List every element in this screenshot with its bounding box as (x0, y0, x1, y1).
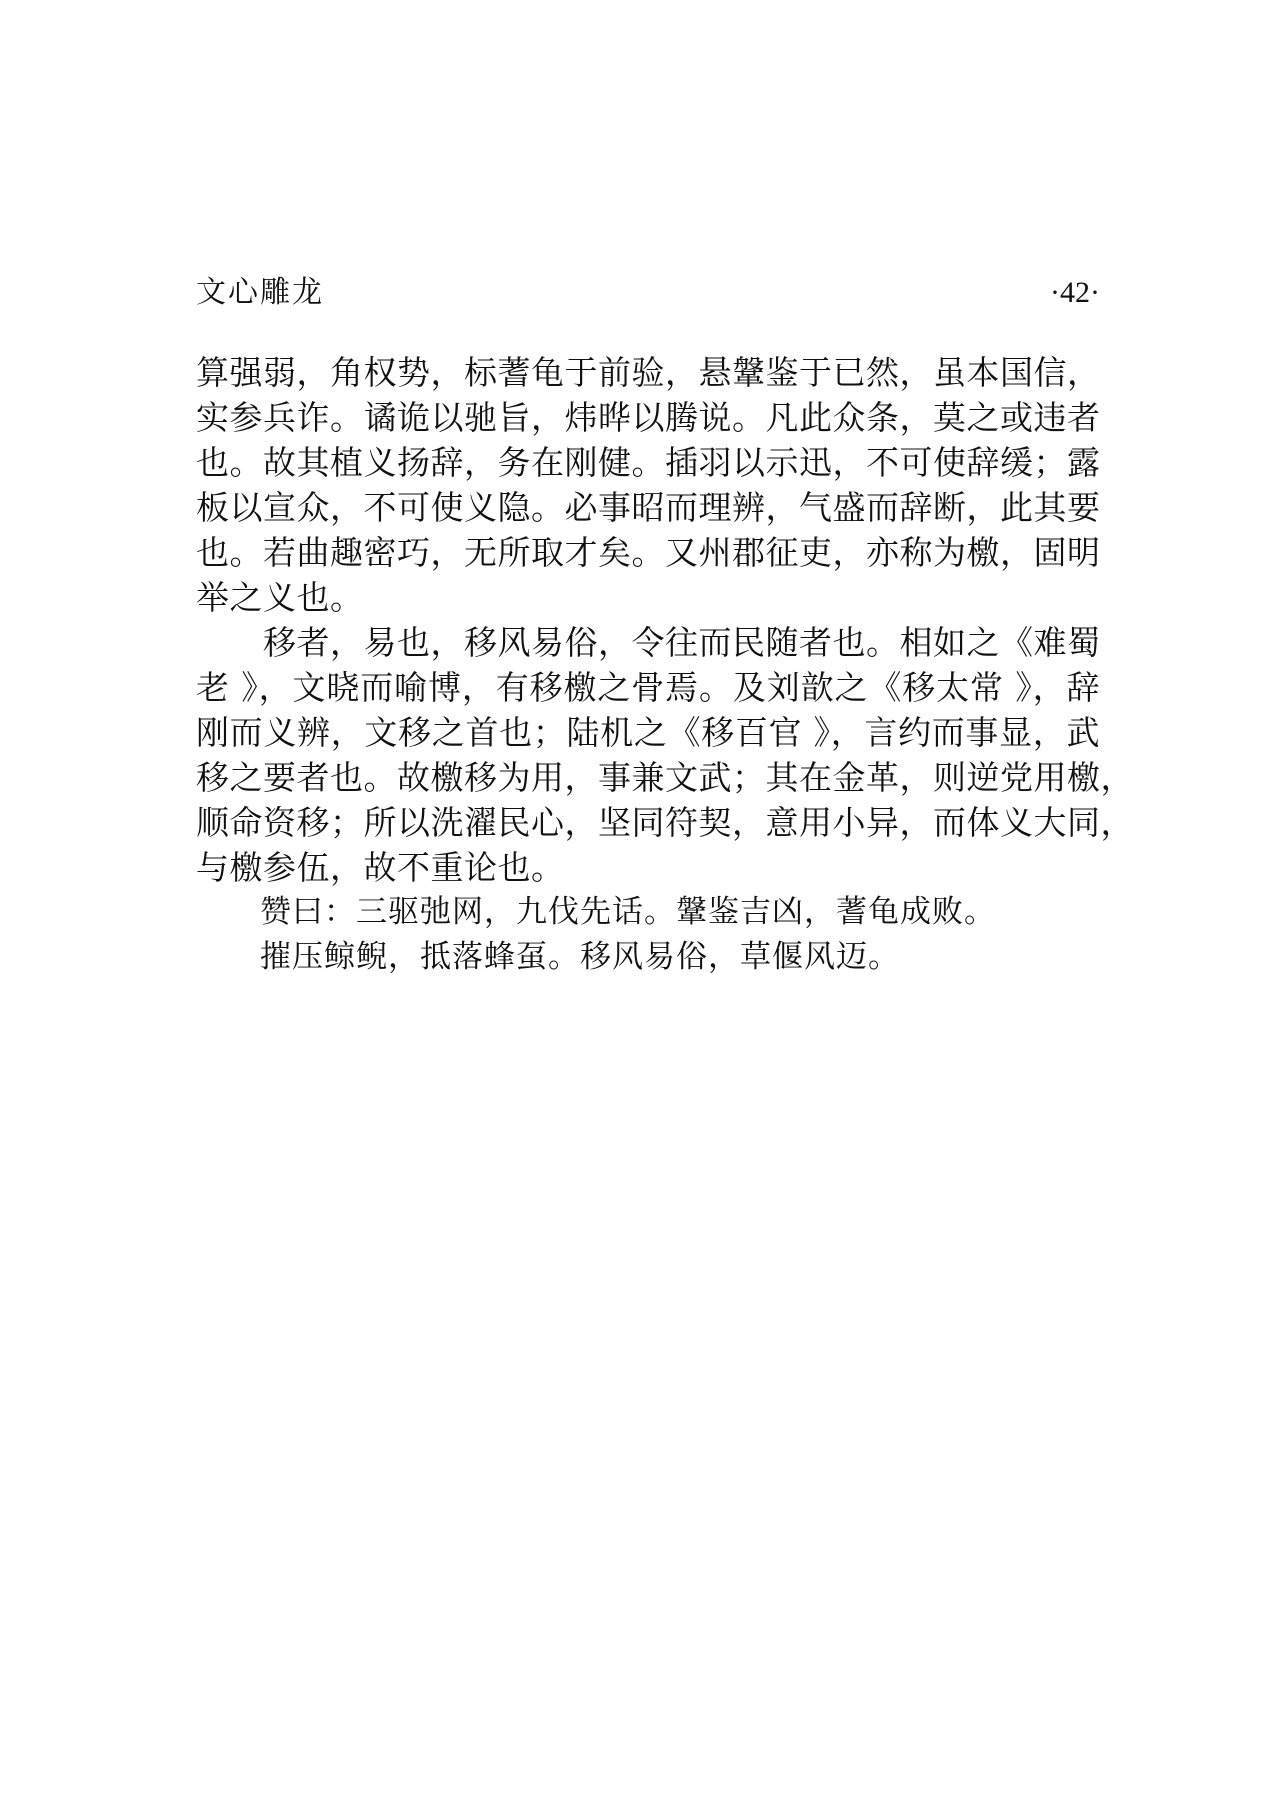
text-line: 举之义也。 (196, 578, 364, 617)
text-line: 也。故其植义扬辞，务在刚健。插羽以示迅，不可使辞缓；露 (196, 443, 1101, 482)
text-line: 实参兵诈。谲诡以驰旨，炜晔以腾说。凡此众条，莫之或违者 (196, 398, 1101, 437)
paragraph-1 (196, 350, 1100, 620)
body-text (196, 350, 1134, 980)
verse-zan (196, 890, 1100, 980)
verse-line: 赞曰：三驱弛网，九伐先话。鞶鉴吉凶，蓍龟成败。 (196, 894, 996, 930)
text-line: 与檄参伍，故不重论也。 (196, 848, 565, 887)
page-number: ·42· (1050, 276, 1100, 309)
text-line: 刚而义辨，文移之首也；陆机之《移百官 》，言约而事显，武 (196, 713, 1100, 752)
verse-line: 摧压鲸鲵，抵落蜂虿。移风易俗，草偃风迈。 (196, 939, 900, 975)
paragraph-2 (196, 620, 1134, 890)
text-line: 老 》，文晓而喻博，有移檄之骨焉。及刘歆之《移太常 》，辞 (196, 668, 1100, 707)
text-line: 移之要者也。故檄移为用，事兼文武；其在金革，则逆党用檄， (196, 758, 1134, 797)
page-header (196, 268, 1100, 318)
text-line: 算强弱，角权势，标蓍龟于前验，悬鞶鉴于已然，虽本国信， (196, 353, 1101, 392)
text-line: 顺命资移；所以洗濯民心，坚同符契，意用小异，而体义大同， (196, 803, 1134, 842)
text-line: 也。若曲趣密巧，无所取才矣。又州郡征吏，亦称为檄，固明 (196, 533, 1101, 572)
text-line: 移者，易也，移风易俗，令往而民随者也。相如之《难蜀 (196, 623, 1101, 662)
text-line: 板以宣众，不可使义隐。必事昭而理辨，气盛而辞断，此其要 (196, 488, 1101, 527)
book-title: 文心雕龙 (196, 275, 324, 310)
